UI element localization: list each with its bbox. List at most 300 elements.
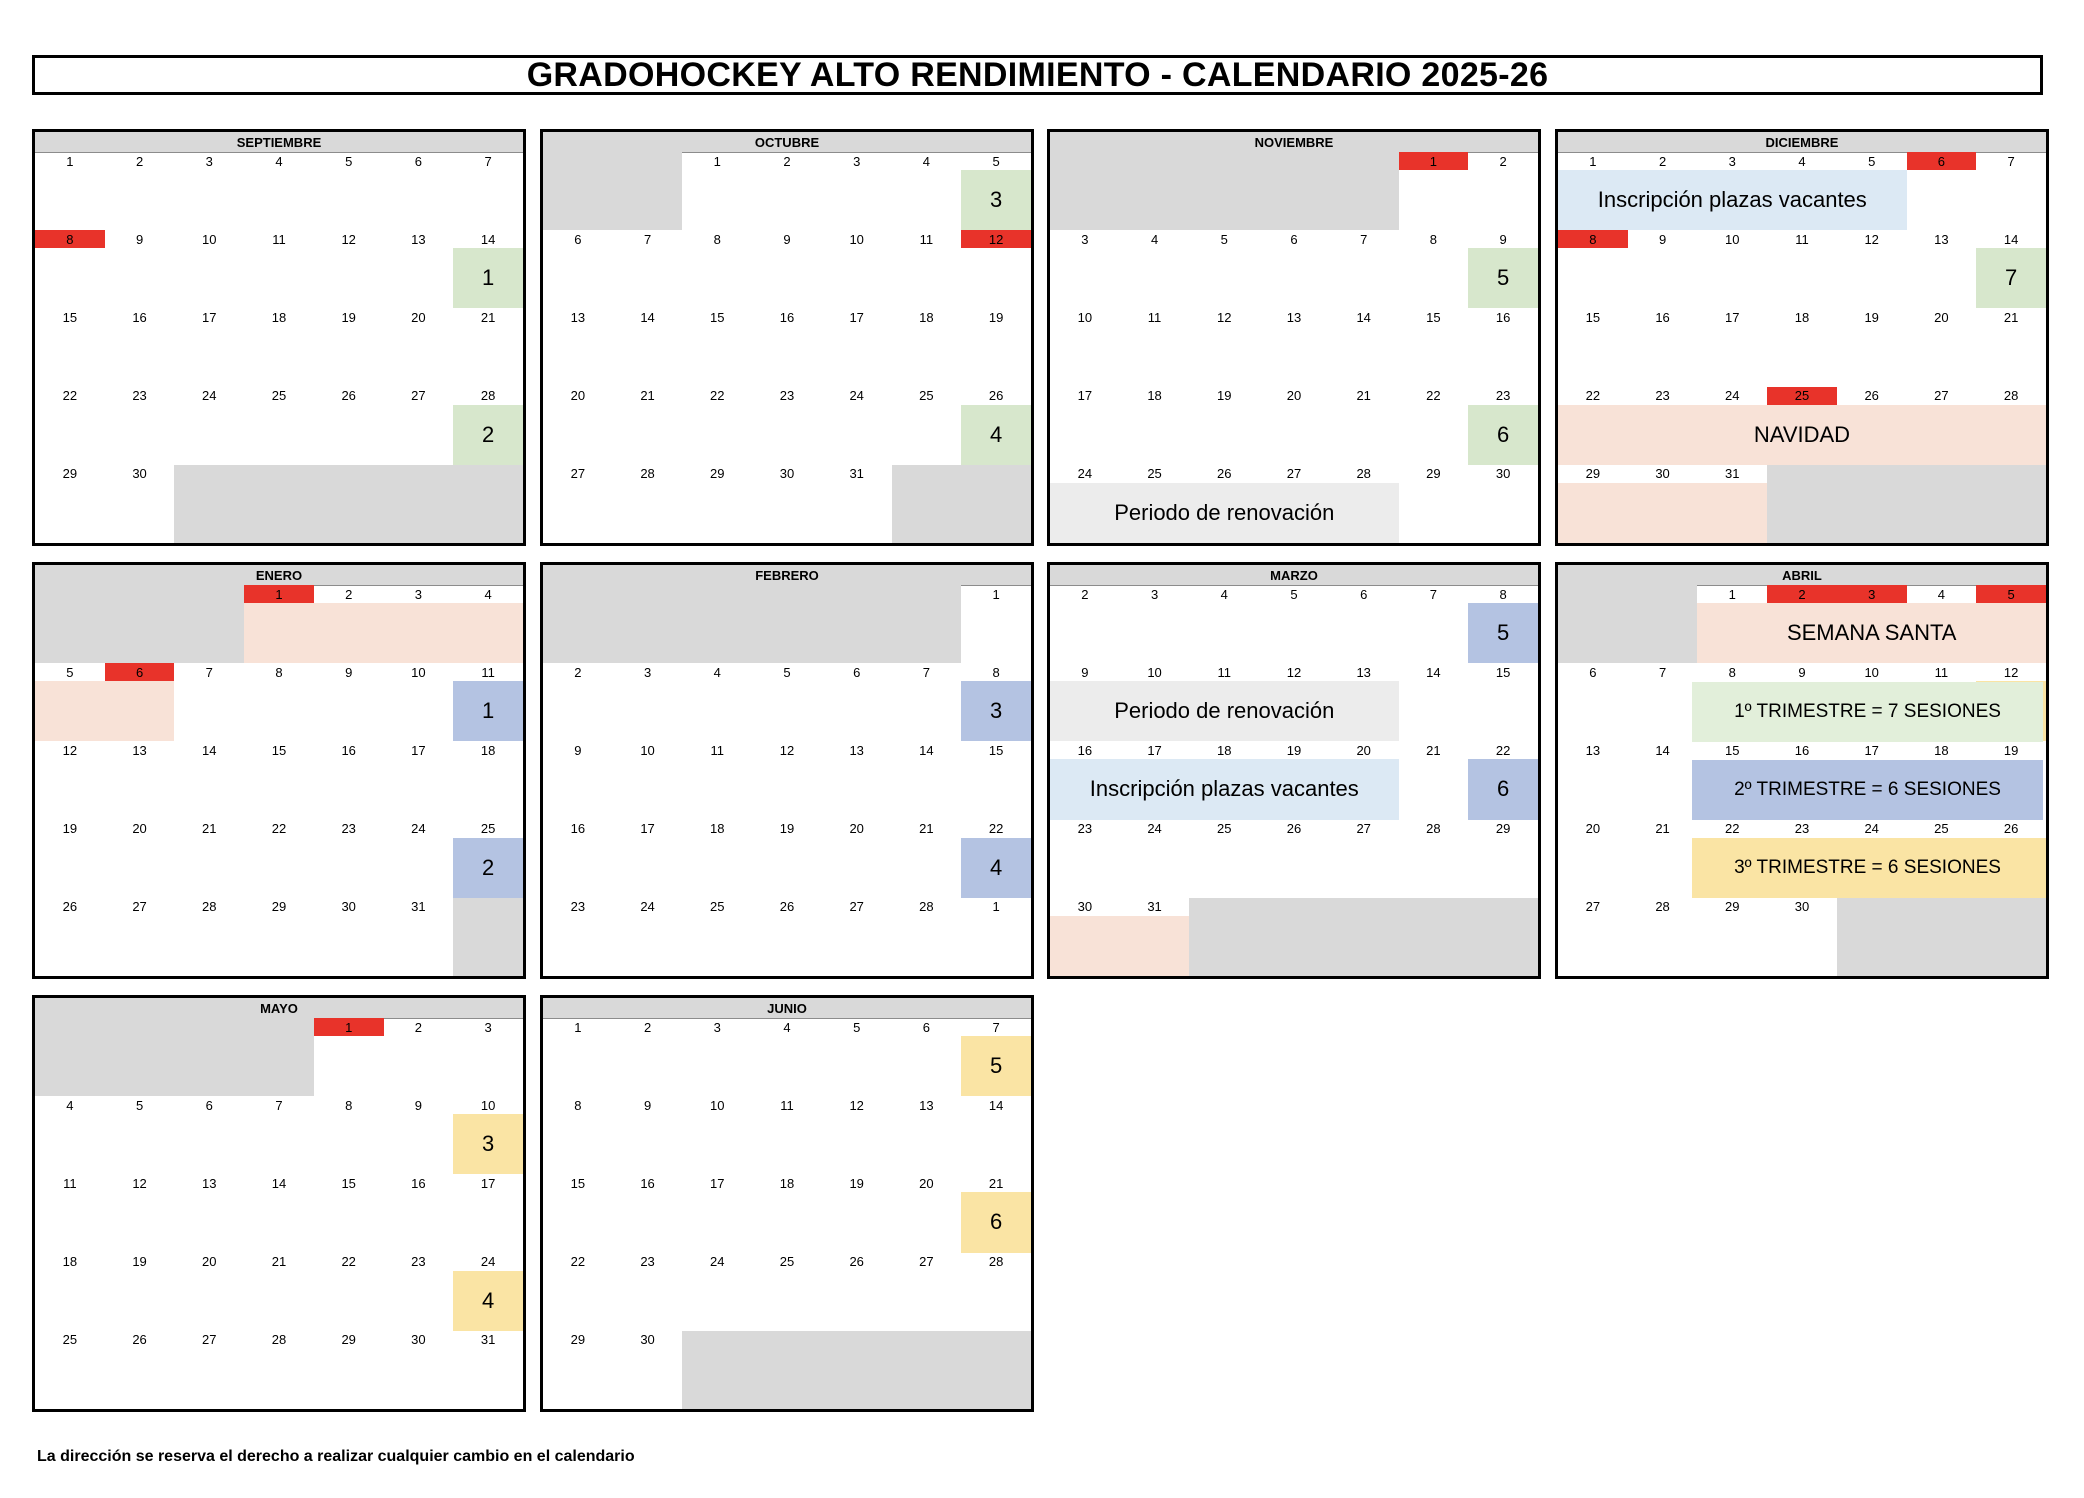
- session-marker: 6: [961, 1192, 1031, 1252]
- day-number: 1: [1589, 153, 1597, 169]
- day-cell: [314, 741, 384, 819]
- day-number: 13: [1585, 742, 1601, 758]
- day-number: 8: [1558, 230, 1628, 248]
- day-number: 20: [849, 821, 864, 837]
- day-cell: [1050, 820, 1120, 898]
- day-cell: [453, 1331, 523, 1409]
- day-number: 10: [411, 664, 426, 680]
- day-cell: [543, 308, 613, 386]
- day-number: 3: [205, 153, 213, 169]
- day-cell: [453, 898, 523, 976]
- day-number: 23: [411, 1254, 426, 1270]
- day-cell: [105, 387, 175, 465]
- day-number: 19: [132, 1254, 147, 1270]
- day-number: 27: [1286, 466, 1302, 482]
- day-cell: [822, 152, 892, 230]
- day-number: 4: [1150, 231, 1159, 247]
- day-cell: [613, 308, 683, 386]
- day-cell: [1468, 663, 1538, 741]
- month-header: JUNIO: [543, 998, 1031, 1019]
- day-cell: [384, 1096, 454, 1174]
- day-cell: [105, 1096, 175, 1174]
- session-marker: 7: [1976, 248, 2046, 308]
- day-number: 14: [271, 1175, 287, 1191]
- day-cell: [314, 1174, 384, 1252]
- day-cell: [543, 898, 613, 976]
- day-cell: [244, 1253, 314, 1331]
- day-cell: [244, 387, 314, 465]
- day-cell: [35, 741, 105, 819]
- day-number: 18: [480, 742, 496, 758]
- day-cell: [682, 1174, 752, 1252]
- day-number: 30: [1495, 466, 1511, 482]
- day-number: 1: [66, 153, 74, 169]
- day-number: 27: [411, 388, 426, 404]
- day-number: 12: [849, 1097, 864, 1113]
- day-cell: [384, 308, 454, 386]
- day-number: 1: [1728, 586, 1736, 602]
- day-number: 5: [1976, 585, 2046, 603]
- day-number: 8: [275, 664, 283, 680]
- day-number: 21: [202, 821, 217, 837]
- day-cell: [543, 152, 613, 230]
- day-number: 20: [1356, 742, 1371, 758]
- day-cell: [822, 230, 892, 308]
- day-number: 2: [1499, 153, 1507, 169]
- day-cell: [1468, 465, 1538, 543]
- session-marker: 3: [961, 681, 1031, 741]
- day-number: 30: [1794, 899, 1810, 915]
- day-number: 11: [919, 231, 934, 247]
- month-febrero: [540, 562, 1034, 979]
- period-band: NAVIDAD: [1558, 405, 2046, 465]
- day-cell: [822, 663, 892, 741]
- day-number: 13: [849, 742, 864, 758]
- disclaimer-note: La dirección se reserva el derecho a realizar cualquier cambio en el calendario: [37, 1448, 635, 1465]
- day-number: 9: [135, 231, 144, 247]
- day-number: 6: [922, 1019, 931, 1035]
- day-cell: [543, 663, 613, 741]
- day-cell: [543, 1174, 613, 1252]
- day-number: 9: [414, 1097, 423, 1113]
- day-cell: [752, 585, 822, 663]
- day-number: 10: [480, 1097, 496, 1113]
- day-number: 18: [710, 821, 725, 837]
- day-cell: [1628, 585, 1698, 663]
- day-number: 21: [271, 1254, 287, 1270]
- day-cell: [1558, 230, 1628, 308]
- day-cell: [1120, 387, 1190, 465]
- day-cell: [682, 465, 752, 543]
- day-number: 10: [1725, 231, 1740, 247]
- day-number: 21: [1426, 742, 1441, 758]
- day-number: 26: [1864, 388, 1879, 404]
- day-cell: [105, 230, 175, 308]
- day-cell: [1050, 230, 1120, 308]
- day-number: 22: [1495, 742, 1511, 758]
- day-cell: [961, 585, 1031, 663]
- day-number: 27: [132, 899, 147, 915]
- day-number: 1: [244, 585, 314, 603]
- day-number: 16: [1655, 309, 1670, 325]
- period-fill: [35, 681, 174, 741]
- day-number: 8: [713, 231, 721, 247]
- day-cell: [384, 1331, 454, 1409]
- day-cell: [1399, 465, 1469, 543]
- day-number: 22: [1585, 388, 1601, 404]
- day-number: 14: [480, 231, 496, 247]
- day-cell: [453, 152, 523, 230]
- day-number: 3: [1081, 231, 1089, 247]
- day-cell: [1329, 585, 1399, 663]
- day-number: 14: [640, 309, 655, 325]
- day-cell: [244, 308, 314, 386]
- day-number: 11: [1934, 664, 1949, 680]
- day-number: 26: [62, 899, 78, 915]
- day-cell: [822, 1018, 892, 1096]
- day-number: 11: [272, 231, 286, 247]
- day-cell: [613, 387, 683, 465]
- day-cell: [752, 1174, 822, 1252]
- day-cell: [174, 387, 244, 465]
- day-cell: [822, 585, 892, 663]
- day-cell: [1468, 308, 1538, 386]
- day-cell: [244, 1174, 314, 1252]
- month-header: FEBRERO: [543, 565, 1031, 586]
- month-days: [543, 152, 1031, 543]
- day-number: 21: [988, 1175, 1004, 1191]
- month-header: ENERO: [35, 565, 523, 586]
- day-cell: [752, 1253, 822, 1331]
- day-cell: [384, 1174, 454, 1252]
- day-number: 19: [1217, 388, 1232, 404]
- day-cell: [384, 152, 454, 230]
- day-cell: [174, 585, 244, 663]
- month-header: OCTUBRE: [543, 132, 1031, 153]
- month-marzo: [1047, 562, 1541, 979]
- day-number: 21: [1356, 388, 1371, 404]
- day-number: 29: [570, 1332, 586, 1348]
- day-cell: [105, 1174, 175, 1252]
- day-number: 1: [314, 1018, 384, 1036]
- day-cell: [105, 585, 175, 663]
- session-marker: 4: [961, 405, 1031, 465]
- day-number: 1: [992, 899, 1000, 915]
- day-cell: [105, 1253, 175, 1331]
- day-cell: [1767, 465, 1837, 543]
- day-cell: [682, 1253, 752, 1331]
- day-cell: [892, 152, 962, 230]
- month-days: [35, 152, 523, 543]
- day-number: 20: [1585, 821, 1601, 837]
- day-number: 27: [570, 466, 586, 482]
- day-cell: [752, 465, 822, 543]
- day-number: 22: [1426, 388, 1441, 404]
- day-number: 27: [1585, 899, 1601, 915]
- day-cell: [1697, 898, 1767, 976]
- day-number: 26: [779, 899, 795, 915]
- day-number: 13: [1356, 664, 1371, 680]
- session-marker: 3: [453, 1114, 523, 1174]
- month-header: NOVIEMBRE: [1050, 132, 1538, 153]
- day-number: 24: [1864, 821, 1879, 837]
- day-cell: [453, 741, 523, 819]
- day-cell: [682, 308, 752, 386]
- day-cell: [1050, 152, 1120, 230]
- day-cell: [174, 1174, 244, 1252]
- day-number: 15: [570, 1175, 586, 1191]
- day-number: 23: [640, 1254, 655, 1270]
- month-junio: [540, 995, 1034, 1412]
- day-cell: [892, 663, 962, 741]
- day-number: 24: [411, 821, 426, 837]
- day-number: 16: [640, 1175, 655, 1191]
- day-number: 31: [480, 1332, 496, 1348]
- day-cell: [682, 387, 752, 465]
- day-number: 22: [62, 388, 78, 404]
- day-cell: [961, 741, 1031, 819]
- day-cell: [822, 741, 892, 819]
- day-number: 24: [710, 1254, 725, 1270]
- day-number: 19: [849, 1175, 864, 1191]
- day-number: 29: [341, 1332, 356, 1348]
- day-number: 29: [271, 899, 287, 915]
- day-number: 4: [783, 1019, 791, 1035]
- day-number: 26: [988, 388, 1004, 404]
- day-number: 17: [480, 1175, 496, 1191]
- day-number: 4: [484, 586, 492, 602]
- day-cell: [1189, 230, 1259, 308]
- day-cell: [384, 465, 454, 543]
- day-cell: [1628, 820, 1698, 898]
- day-cell: [1329, 230, 1399, 308]
- day-cell: [613, 585, 683, 663]
- day-number: 6: [853, 664, 861, 680]
- day-cell: [543, 585, 613, 663]
- day-cell: [613, 1331, 683, 1409]
- day-cell: [752, 741, 822, 819]
- day-number: 3: [1837, 585, 1907, 603]
- month-header: MAYO: [35, 998, 523, 1019]
- month-septiembre: [32, 129, 526, 546]
- day-number: 21: [919, 821, 934, 837]
- day-number: 3: [1150, 586, 1159, 602]
- day-cell: [1050, 387, 1120, 465]
- day-number: 23: [1794, 821, 1810, 837]
- session-marker: 4: [453, 1271, 523, 1331]
- day-number: 13: [202, 1175, 217, 1191]
- day-number: 7: [922, 664, 931, 680]
- day-cell: [1259, 308, 1329, 386]
- day-number: 5: [135, 1097, 144, 1113]
- day-cell: [543, 820, 613, 898]
- day-number: 15: [1495, 664, 1511, 680]
- month-octubre: [540, 129, 1034, 546]
- day-cell: [1329, 387, 1399, 465]
- day-number: 7: [643, 231, 652, 247]
- day-cell: [892, 230, 962, 308]
- day-cell: [543, 1096, 613, 1174]
- day-number: 7: [1658, 664, 1667, 680]
- month-days: [543, 1018, 1031, 1409]
- day-cell: [682, 898, 752, 976]
- day-number: 8: [574, 1097, 582, 1113]
- day-number: 16: [1077, 742, 1093, 758]
- day-number: 28: [1426, 821, 1441, 837]
- day-number: 12: [1217, 309, 1232, 325]
- day-cell: [105, 308, 175, 386]
- day-number: 30: [779, 466, 795, 482]
- day-number: 25: [779, 1254, 795, 1270]
- period-band: Inscripción plazas vacantes: [1050, 759, 1399, 819]
- day-cell: [822, 1096, 892, 1174]
- day-cell: [682, 663, 752, 741]
- day-number: 25: [919, 388, 934, 404]
- day-number: 12: [1286, 664, 1302, 680]
- month-header: MARZO: [1050, 565, 1538, 586]
- day-cell: [35, 820, 105, 898]
- month-days: [543, 585, 1031, 976]
- day-number: 4: [1798, 153, 1806, 169]
- day-cell: [682, 152, 752, 230]
- day-number: 28: [1655, 899, 1670, 915]
- day-number: 26: [849, 1254, 864, 1270]
- day-cell: [1558, 898, 1628, 976]
- period-fill: [244, 603, 523, 663]
- day-cell: [752, 663, 822, 741]
- day-cell: [1907, 465, 1977, 543]
- day-cell: [174, 1018, 244, 1096]
- day-number: 15: [341, 1175, 356, 1191]
- day-number: 5: [345, 153, 353, 169]
- day-number: 10: [710, 1097, 725, 1113]
- day-cell: [1907, 230, 1977, 308]
- day-cell: [752, 898, 822, 976]
- day-cell: [752, 820, 822, 898]
- day-number: 9: [1081, 664, 1089, 680]
- day-number: 22: [570, 1254, 586, 1270]
- day-number: 11: [780, 1097, 794, 1113]
- day-cell: [1120, 820, 1190, 898]
- day-cell: [1259, 585, 1329, 663]
- day-cell: [384, 820, 454, 898]
- day-number: 27: [919, 1254, 934, 1270]
- day-number: 20: [202, 1254, 217, 1270]
- day-number: 29: [1426, 466, 1441, 482]
- day-number: 13: [1934, 231, 1949, 247]
- day-cell: [961, 465, 1031, 543]
- day-number: 31: [849, 466, 864, 482]
- period-fill: [1050, 916, 1189, 976]
- day-cell: [1189, 898, 1259, 976]
- month-days: [35, 585, 523, 976]
- session-marker: 4: [961, 838, 1031, 898]
- day-cell: [822, 1253, 892, 1331]
- session-marker: 2: [453, 838, 523, 898]
- day-cell: [314, 152, 384, 230]
- day-cell: [613, 230, 683, 308]
- month-noviembre: [1047, 129, 1541, 546]
- day-cell: [1468, 898, 1538, 976]
- day-cell: [1399, 663, 1469, 741]
- day-cell: [1399, 230, 1469, 308]
- day-number: 8: [1429, 231, 1438, 247]
- day-number: 9: [1658, 231, 1667, 247]
- day-number: 28: [988, 1254, 1004, 1270]
- day-cell: [384, 230, 454, 308]
- day-cell: [892, 1331, 962, 1409]
- day-number: 28: [640, 466, 655, 482]
- day-number: 17: [849, 309, 864, 325]
- day-number: 6: [1907, 152, 1977, 170]
- day-number: 14: [2003, 231, 2019, 247]
- day-number: 13: [411, 231, 426, 247]
- session-marker: 5: [1468, 603, 1538, 663]
- day-number: 15: [988, 742, 1004, 758]
- session-marker: 1: [453, 248, 523, 308]
- day-cell: [822, 308, 892, 386]
- day-number: 7: [205, 664, 213, 680]
- day-number: 3: [1728, 153, 1736, 169]
- day-cell: [1120, 585, 1190, 663]
- day-cell: [682, 741, 752, 819]
- day-number: 3: [853, 153, 861, 169]
- day-cell: [613, 741, 683, 819]
- day-number: 10: [202, 231, 217, 247]
- day-number: 18: [1934, 742, 1949, 758]
- session-marker: 5: [961, 1036, 1031, 1096]
- day-number: 23: [779, 388, 795, 404]
- day-number: 15: [1426, 309, 1441, 325]
- day-cell: [892, 1018, 962, 1096]
- day-cell: [613, 1253, 683, 1331]
- day-number: 23: [1655, 388, 1670, 404]
- day-cell: [961, 1253, 1031, 1331]
- day-cell: [105, 1331, 175, 1409]
- day-number: 2: [1081, 586, 1089, 602]
- day-number: 21: [640, 388, 655, 404]
- day-cell: [314, 465, 384, 543]
- day-cell: [174, 820, 244, 898]
- period-fill: [1558, 483, 1767, 543]
- day-cell: [1189, 308, 1259, 386]
- day-number: 16: [341, 742, 356, 758]
- session-marker: 6: [1468, 759, 1538, 819]
- day-cell: [1976, 308, 2046, 386]
- month-days: [1050, 585, 1538, 976]
- day-cell: [892, 1253, 962, 1331]
- day-cell: [752, 1018, 822, 1096]
- month-days: [1558, 152, 2046, 543]
- day-number: 3: [414, 586, 423, 602]
- day-cell: [384, 1018, 454, 1096]
- day-number: 26: [132, 1332, 147, 1348]
- day-number: 20: [570, 388, 586, 404]
- day-cell: [892, 1096, 962, 1174]
- day-cell: [1399, 741, 1469, 819]
- day-number: 23: [1495, 388, 1511, 404]
- day-cell: [1628, 898, 1698, 976]
- day-number: 11: [1795, 231, 1809, 247]
- day-cell: [1976, 152, 2046, 230]
- day-number: 9: [1798, 664, 1806, 680]
- day-cell: [543, 465, 613, 543]
- day-number: 17: [202, 309, 217, 325]
- day-number: 2: [574, 664, 582, 680]
- day-cell: [244, 663, 314, 741]
- day-number: 7: [992, 1019, 1000, 1035]
- day-cell: [752, 1096, 822, 1174]
